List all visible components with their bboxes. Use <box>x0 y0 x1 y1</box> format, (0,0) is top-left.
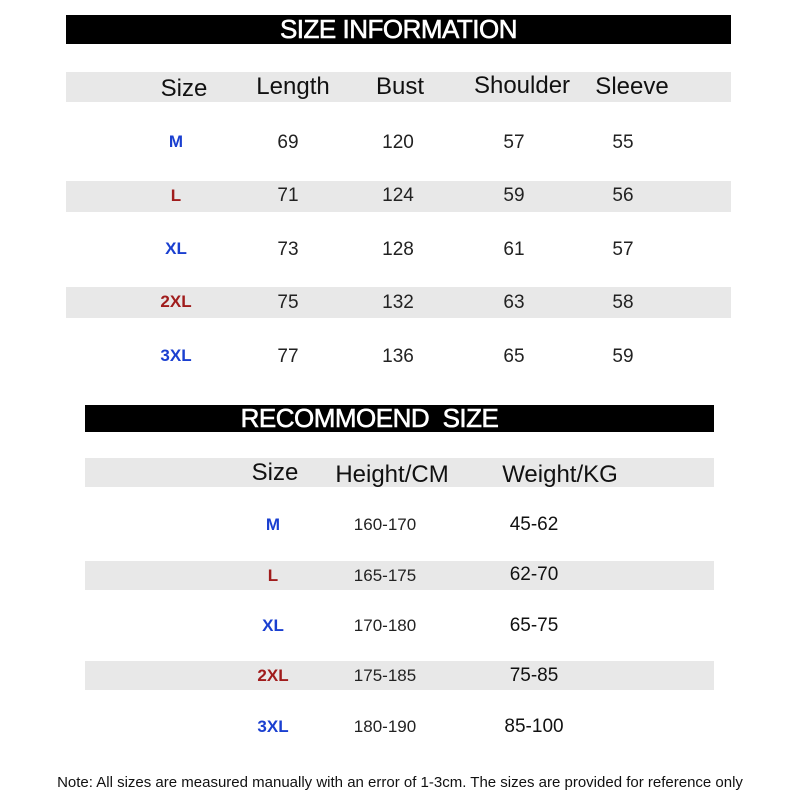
size-table-cell-length: 77 <box>277 346 299 367</box>
recommend-table-cell-weight: 62-70 <box>509 564 559 585</box>
size-table-cell-size: 3XL <box>160 346 192 365</box>
size-table-cell-length: 73 <box>277 239 299 260</box>
size-table-cell-sleeve: 59 <box>612 346 634 367</box>
size-table-cell-sleeve: 58 <box>612 292 634 313</box>
recommend-size-banner <box>85 405 714 432</box>
recommend-table-cell-size: 3XL <box>257 717 289 736</box>
size-table-cell-bust: 124 <box>382 185 414 206</box>
size-information-banner <box>66 15 731 44</box>
size-table-cell-bust: 132 <box>382 292 414 313</box>
recommend-table-cell-height: 180-190 <box>353 717 417 736</box>
recommend-table-cell-height: 160-170 <box>353 515 417 534</box>
size-table-cell-size: L <box>170 186 182 205</box>
size-information-title: SIZE INFORMATION <box>279 14 518 44</box>
size-table-cell-shoulder: 57 <box>503 132 525 153</box>
size-table-cell-sleeve: 57 <box>612 239 634 260</box>
size-table-cell-size: 2XL <box>160 292 192 311</box>
size-table-cell-bust: 120 <box>382 132 414 153</box>
measurement-note: Note: All sizes are measured manually with an error of 1-3cm. The sizes are provided for reference only <box>57 774 743 791</box>
size-table-cell-sleeve: 55 <box>612 132 634 153</box>
recommend-table-cell-weight: 65-75 <box>509 615 559 636</box>
size-table-cell-bust: 136 <box>382 346 414 367</box>
recommend-table-header-height: Height/CM <box>335 461 449 488</box>
size-table-cell-length: 71 <box>277 185 299 206</box>
size-table-cell-length: 69 <box>277 132 299 153</box>
recommend-table-cell-size: XL <box>262 616 284 635</box>
recommend-table-cell-weight: 85-100 <box>504 716 564 737</box>
recommend-table-cell-size: M <box>265 515 281 534</box>
recommend-table-cell-weight: 45-62 <box>509 514 559 535</box>
recommend-table-cell-size: 2XL <box>257 666 289 685</box>
size-table-cell-size: XL <box>165 239 187 258</box>
size-table-cell-bust: 128 <box>382 239 414 260</box>
size-table-header-size: Size <box>160 75 208 102</box>
size-table-cell-length: 75 <box>277 292 299 313</box>
size-table-cell-sleeve: 56 <box>612 185 634 206</box>
size-table-header-length: Length <box>256 73 330 100</box>
recommend-table-header-weight: Weight/KG <box>502 461 618 488</box>
recommend-table-cell-size: L <box>267 566 279 585</box>
size-table-header-bust: Bust <box>375 73 425 100</box>
size-table-cell-size: M <box>168 132 184 151</box>
size-table-header-shoulder: Shoulder <box>473 72 571 99</box>
recommend-table-cell-height: 170-180 <box>353 616 417 635</box>
recommend-table-cell-height: 165-175 <box>353 566 417 585</box>
recommend-size-title: RECOMMOEND SIZE <box>240 403 499 433</box>
recommend-table-cell-weight: 75-85 <box>509 665 559 686</box>
size-table-cell-shoulder: 63 <box>503 292 525 313</box>
recommend-table-cell-height: 175-185 <box>353 666 417 685</box>
recommend-table-header-size: Size <box>251 459 299 486</box>
size-table-cell-shoulder: 59 <box>503 185 525 206</box>
size-table-cell-shoulder: 61 <box>503 239 525 260</box>
size-table-header-sleeve: Sleeve <box>595 73 669 100</box>
size-table-cell-shoulder: 65 <box>503 346 525 367</box>
